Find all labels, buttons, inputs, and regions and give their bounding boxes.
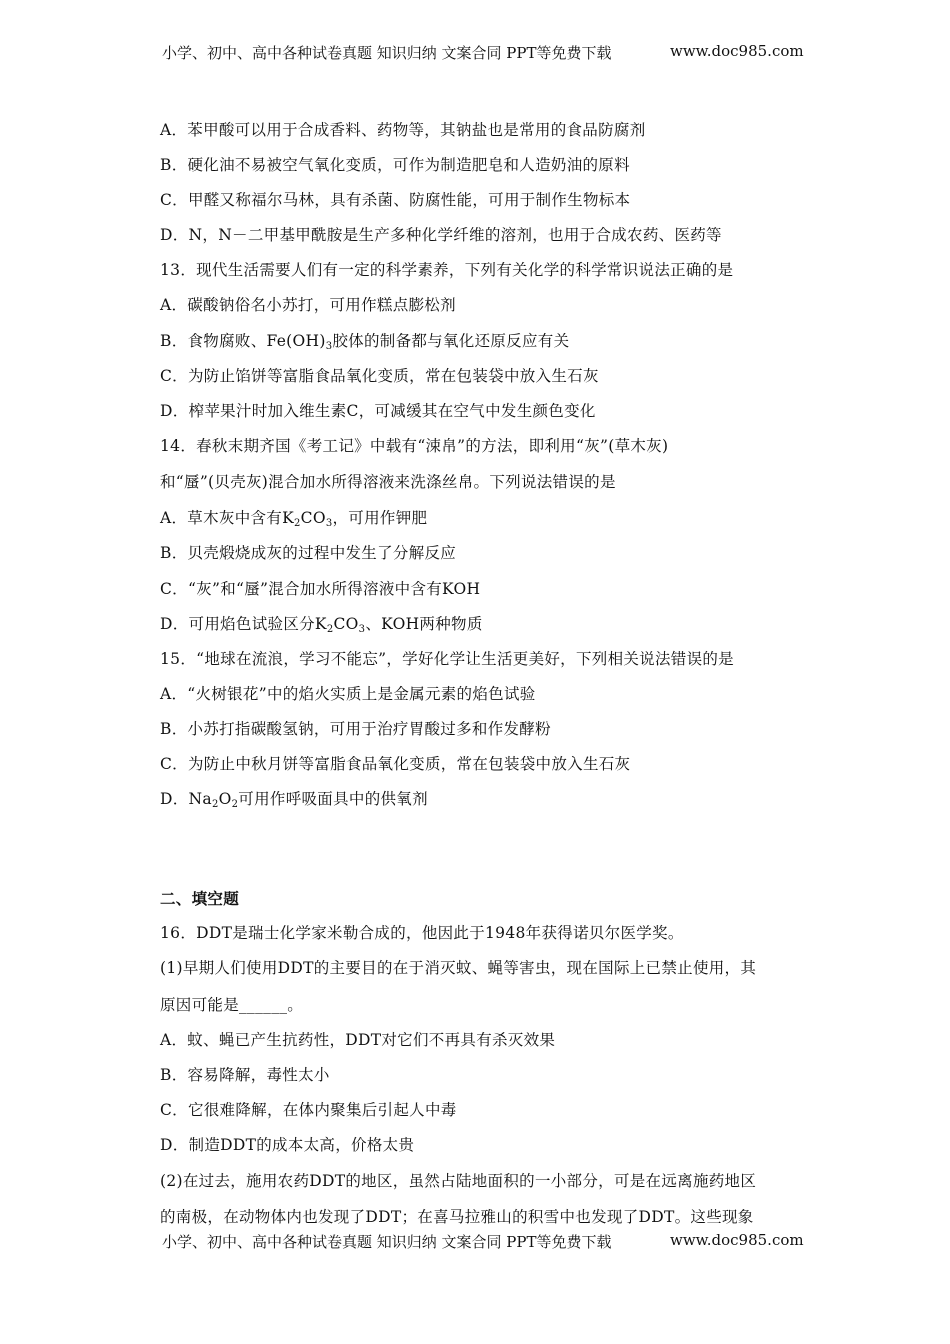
q13-option-c: C．为防止馅饼等富脂食品氧化变质，常在包装袋中放入生石灰 (160, 367, 599, 385)
q14-option-c: C．“灰”和“蜃”混合加水所得溶液中含有KOH (160, 580, 481, 598)
q16-option-b: B．容易降解，毒性太小 (160, 1066, 330, 1084)
footer-left-text: 小学、初中、高中各种试卷真题 知识归纳 文案合同 PPT等免费下载 (162, 1233, 612, 1251)
q12-option-c: C．甲醛又称福尔马林，具有杀菌、防腐性能，可用于制作生物标本 (160, 191, 631, 209)
q14-stem-line1: 14．春秋末期齐国《考工记》中载有“涑帛”的方法，即利用“灰”(草木灰) (160, 437, 669, 455)
q15-stem: 15．“地球在流浪，学习不能忘”，学好化学让生活更美好，下列相关说法错误的是 (160, 650, 734, 668)
q15-option-c: C．为防止中秋月饼等富脂食品氧化变质，常在包装袋中放入生石灰 (160, 755, 631, 773)
q16-option-d: D．制造DDT的成本太高，价格太贵 (160, 1136, 415, 1154)
q12-option-d: D．N，N－二甲基甲酰胺是生产多种化学纤维的溶剂，也用于合成农药、医药等 (160, 226, 722, 244)
q12-option-b: B．硬化油不易被空气氧化变质，可作为制造肥皂和人造奶油的原料 (160, 156, 630, 174)
section-title-fill-in: 二、填空题 (160, 889, 240, 908)
q14-option-a: A．草木灰中含有$K_2CO_3$，可用作钾肥 (160, 509, 428, 529)
q13-stem: 13．现代生活需要人们有一定的科学素养，下列有关化学的科学常识说法正确的是 (160, 261, 734, 279)
q16-option-c: C．它很难降解，在体内聚集后引起人中毒 (160, 1101, 457, 1119)
q13-option-b: B．食物腐败、$Fe(OH)_3$胶体的制备都与氧化还原反应有关 (160, 332, 570, 352)
q16-part2-line2: 的南极，在动物体内也发现了DDT；在喜马拉雅山的积雪中也发现了DDT。这些现象 (160, 1208, 754, 1226)
q13-option-d: D．榨苹果汁时加入维生素C，可减缓其在空气中发生颜色变化 (160, 402, 596, 420)
q12-option-a: A．苯甲酸可以用于合成香料、药物等，其钠盐也是常用的食品防腐剂 (160, 121, 646, 139)
q15-option-a: A．“火树银花”中的焰火实质上是金属元素的焰色试验 (160, 685, 536, 703)
q16-part1-line1: (1)早期人们使用DDT的主要目的在于消灭蚊、蝇等害虫，现在国际上已禁止使用，其 (160, 959, 757, 977)
q16-stem: 16．DDT是瑞士化学家米勒合成的，他因此于1948年获得诺贝尔医学奖。 (160, 924, 684, 942)
q14-stem-line2: 和“蜃”(贝壳灰)混合加水所得溶液来洗涤丝帛。下列说法错误的是 (160, 473, 616, 491)
q15-option-d: D．$Na_2O_2$可用作呼吸面具中的供氧剂 (160, 790, 428, 810)
q16-option-a: A．蚊、蝇已产生抗药性，DDT对它们不再具有杀灭效果 (160, 1031, 556, 1049)
q16-part1-line2: 原因可能是______。 (160, 996, 304, 1014)
footer-url: www.doc985.com (670, 1231, 804, 1249)
header-left-text: 小学、初中、高中各种试卷真题 知识归纳 文案合同 PPT等免费下载 (162, 44, 612, 62)
header-url: www.doc985.com (670, 42, 804, 60)
q16-part2-line1: (2)在过去，施用农药DDT的地区，虽然占陆地面积的一小部分，可是在远离施药地区 (160, 1172, 757, 1190)
q13-option-a: A．碳酸钠俗名小苏打，可用作糕点膨松剂 (160, 296, 456, 314)
q14-option-b: B．贝壳煅烧成灰的过程中发生了分解反应 (160, 544, 457, 562)
q14-option-d: D．可用焰色试验区分$K_2CO_3$、KOH两种物质 (160, 615, 483, 635)
q15-option-b: B．小苏打指碳酸氢钠，可用于治疗胃酸过多和作发酵粉 (160, 720, 551, 738)
